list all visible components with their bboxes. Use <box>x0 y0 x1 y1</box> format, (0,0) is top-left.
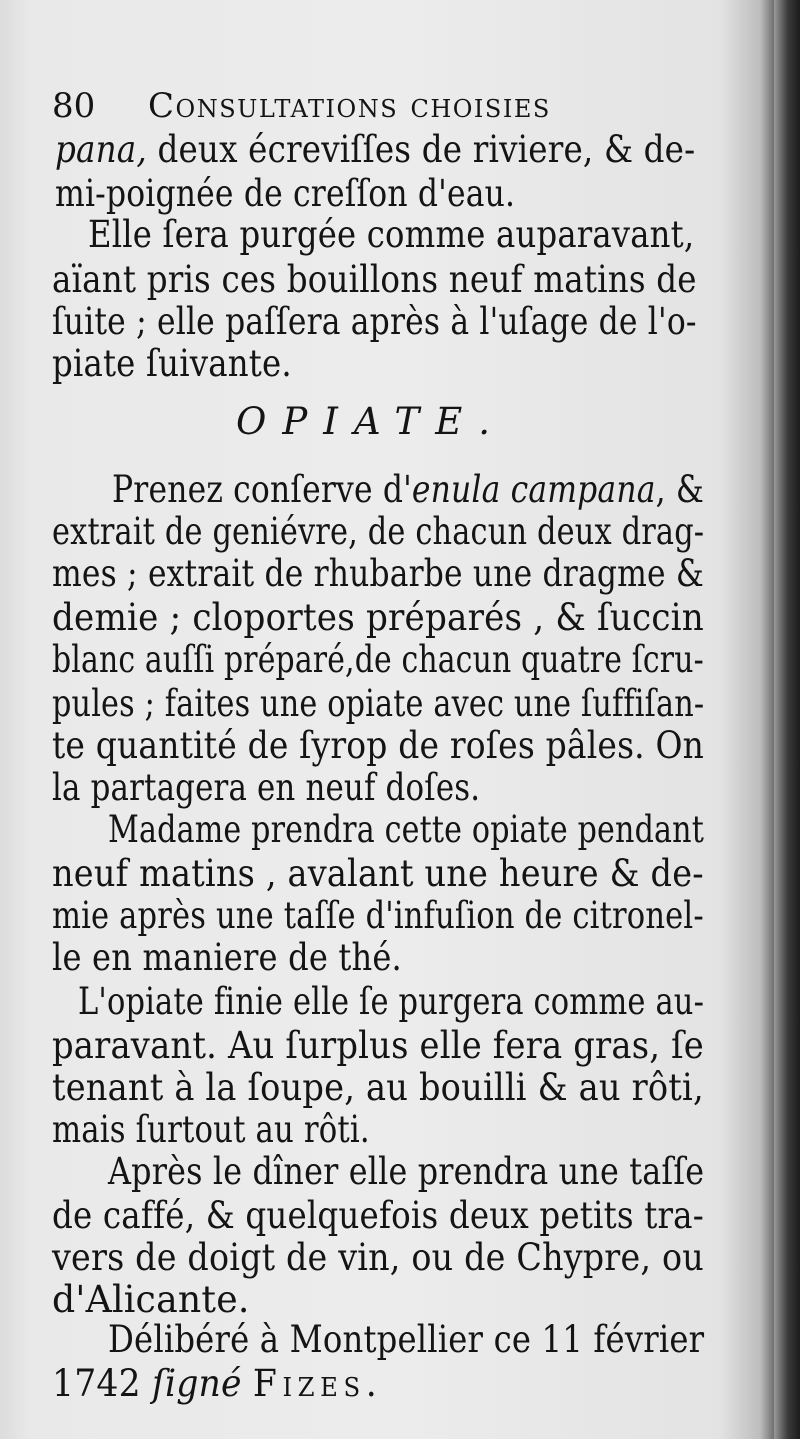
text-line <box>78 980 704 1024</box>
text-line <box>55 172 515 216</box>
text-run: aïant pris ces bouillons neuf matins de <box>52 258 697 301</box>
text-line <box>52 596 704 640</box>
running-header <box>52 84 692 128</box>
text-line <box>52 1108 370 1152</box>
text-line <box>52 1066 704 1110</box>
text-run: 1742 <box>52 1362 152 1405</box>
text-run: extrait de geniévre, de chacun deux drag- <box>52 510 705 553</box>
section-heading: OPIATE. <box>236 400 506 443</box>
text-run: deux écreviſſes de riviere, & de- <box>146 128 696 171</box>
text-line <box>52 852 704 896</box>
text-run: , & <box>655 468 704 511</box>
text-run: demie ; cloportes préparés , & ſuccin <box>52 596 704 639</box>
text-line <box>52 1236 704 1280</box>
text-run: tenant à la ſoupe, au bouilli & au rôti, <box>52 1066 704 1109</box>
text-line <box>52 894 704 938</box>
text-line <box>52 1024 704 1068</box>
text-line <box>108 1150 704 1194</box>
text-line <box>108 1318 704 1362</box>
text-run: le en maniere de thé. <box>52 936 402 979</box>
text-run: paravant. Au ſurplus elle fera gras, ſe <box>52 1024 704 1067</box>
text-run: de caffé, & quelquefois deux petits tra- <box>52 1194 704 1237</box>
text-line <box>52 724 704 768</box>
text-run: ſuite ; elle paſſera après à l'uſage de l'o- <box>52 300 697 343</box>
text-line <box>108 808 704 852</box>
text-line <box>52 258 697 302</box>
text-run: vers de doigt de vin, ou de Chypre, ou <box>52 1236 704 1279</box>
text-line <box>52 552 704 596</box>
page-number: 80 <box>52 86 96 126</box>
text-line <box>52 1362 382 1406</box>
text-line <box>52 300 697 344</box>
text-line <box>52 510 704 554</box>
text-run: mie après une taſſe d'infuſion de citronel- <box>52 894 704 937</box>
text-run: te quantité de ſyrop de roſes pâles. On <box>52 724 705 767</box>
text-run: mi-poignée de creſſon d'eau. <box>55 172 516 215</box>
text-run: Délibéré à Montpellier ce 11 février <box>108 1318 705 1361</box>
text-run: ſigné <box>151 1362 242 1405</box>
text-run: la partagera en neuf doſes. <box>52 766 481 809</box>
running-title: Consultations choisies <box>148 86 551 126</box>
text-line <box>52 682 704 726</box>
text-line <box>52 936 402 980</box>
text-line <box>55 128 695 172</box>
text-run: mes ; extrait de rhubarbe une dragme & <box>52 552 704 595</box>
text-line <box>52 1194 704 1238</box>
text-run: pana, <box>55 128 147 171</box>
text-run: L'opiate finie elle ſe purgera comme au- <box>78 980 705 1023</box>
text-run: Prenez conſerve d' <box>112 468 412 511</box>
text-line <box>52 638 704 682</box>
text-run: piate ſuivante. <box>52 342 292 385</box>
text-run: neuf matins , avalant une heure & de- <box>52 852 704 895</box>
text-line <box>52 766 480 810</box>
text-run: Après le dîner elle prendra une taſſe <box>108 1150 705 1193</box>
text-run: Madame prendra cette opiate pendant <box>108 808 704 851</box>
text-run: enula campana <box>411 468 656 511</box>
text-run: Elle ſera purgée comme auparavant, <box>88 213 695 256</box>
text-line <box>52 1278 250 1322</box>
text-run <box>242 1362 253 1405</box>
text-line <box>52 342 292 386</box>
text-run: d'Alicante. <box>52 1278 250 1321</box>
text-line <box>88 213 694 257</box>
text-run: pules ; faites une opiate avec une ſuffiſan- <box>52 682 705 725</box>
text-run: Fizes. <box>252 1362 383 1405</box>
text-run: mais ſurtout au rôti. <box>52 1108 370 1151</box>
text-line <box>112 468 704 512</box>
text-run: blanc auſſi préparé,de chacun quatre ſcru- <box>52 638 704 681</box>
